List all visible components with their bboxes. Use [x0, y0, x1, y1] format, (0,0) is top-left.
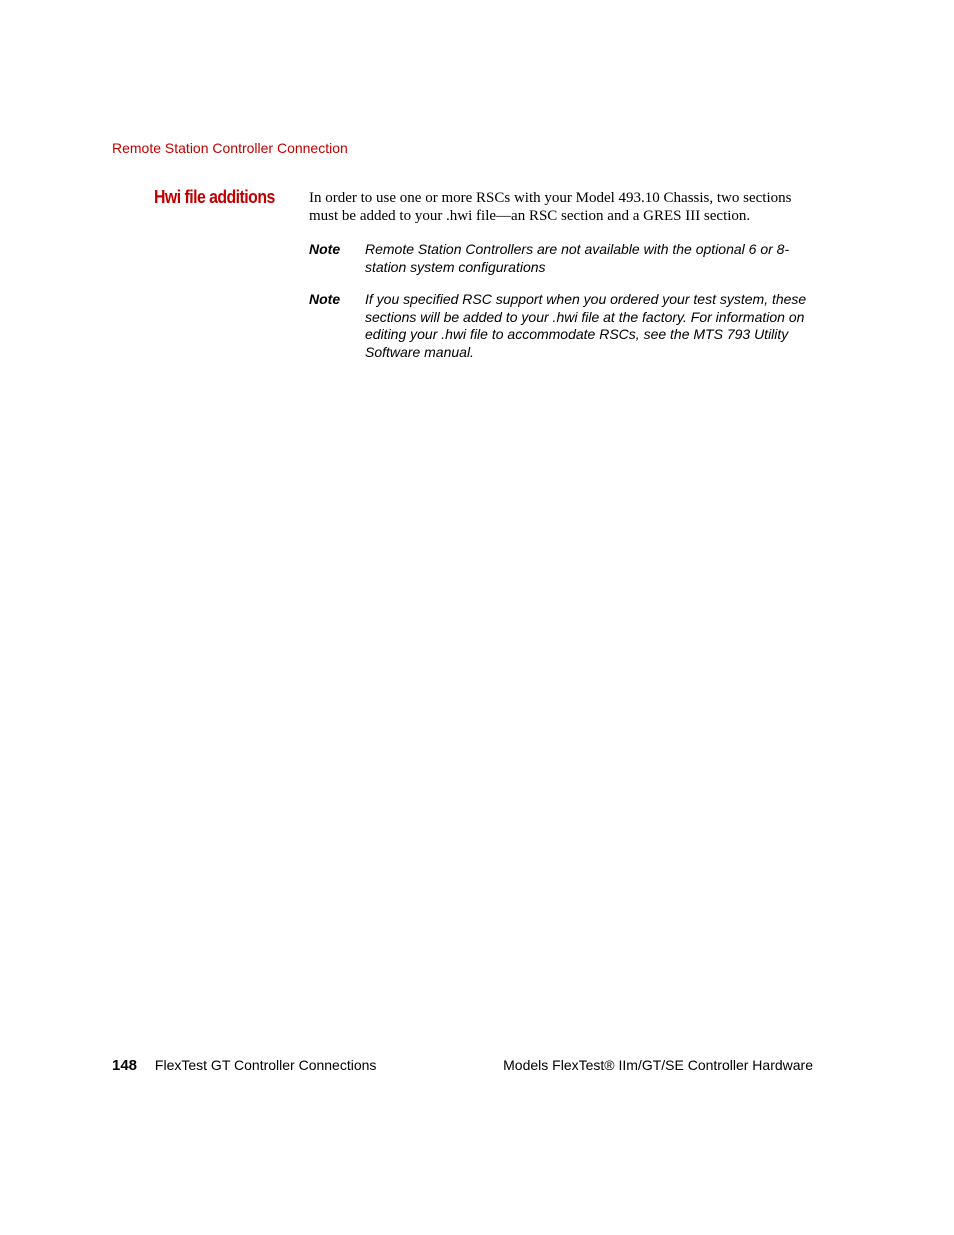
- note-text: Remote Station Controllers are not available with the optional 6 or 8-station system configurations: [365, 241, 790, 275]
- note-text: If you specified RSC support when you ordered your test system, these sections will be added to your .hwi file at the factory. For information on editing your .hwi file to accommodate RSCs, see the MTS 793 Utility Software manual.: [365, 291, 807, 360]
- footer-manual-title: Models FlexTest® IIm/GT/SE Controller Hardware: [503, 1057, 813, 1073]
- page-number: 148: [112, 1057, 138, 1074]
- section-heading: Hwi file additions: [154, 187, 275, 207]
- body-paragraph: In order to use one or more RSCs with your Model 493.10 Chassis, two sections must be added to your .hwi file—an RSC section and a GRES III section.: [309, 190, 792, 224]
- footer-chapter: FlexTest GT Controller Connections: [154, 1057, 377, 1073]
- footer-left: [112, 1057, 376, 1074]
- running-head: Remote Station Controller Connection: [112, 140, 348, 156]
- note-label: Note: [309, 291, 341, 307]
- note-label: Note: [309, 241, 341, 257]
- note-block: [309, 241, 819, 276]
- note-block: [309, 291, 819, 361]
